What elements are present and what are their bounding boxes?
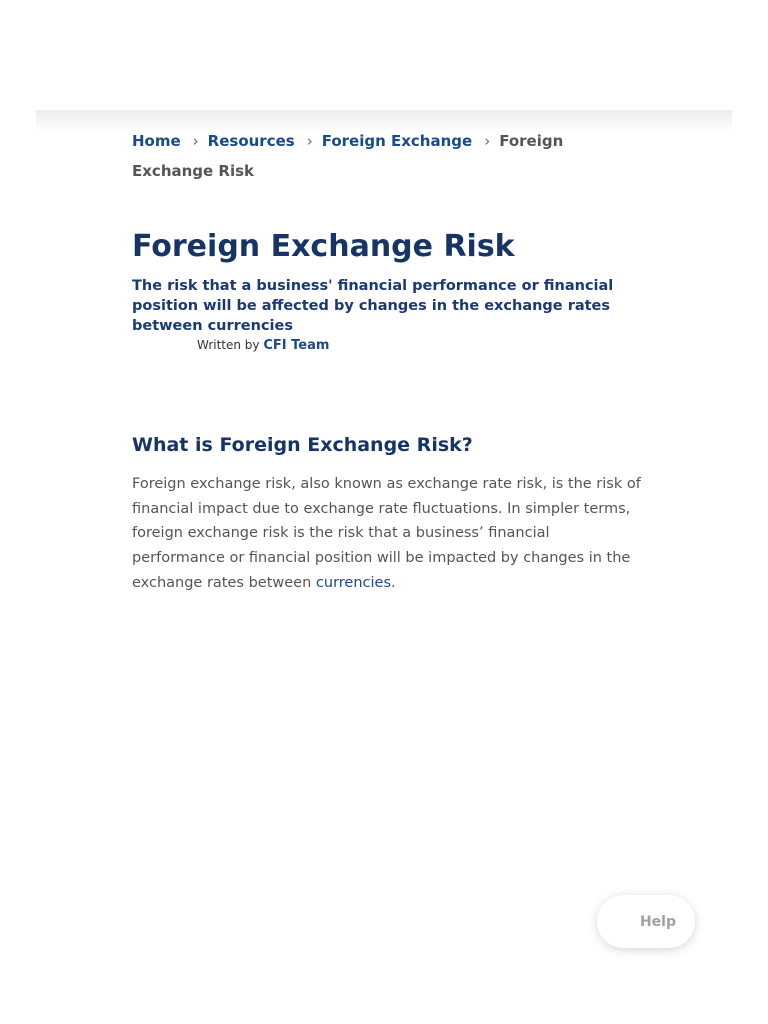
article-subtitle: The risk that a business' financial performance or financial position will be affected by changes in the exchange rates between currencies bbox=[132, 278, 614, 334]
breadcrumb-separator: › bbox=[192, 132, 199, 150]
breadcrumb-link-resources[interactable]: Resources bbox=[207, 132, 295, 150]
breadcrumb-separator: › bbox=[306, 132, 313, 150]
breadcrumb-link-home[interactable]: Home bbox=[132, 132, 181, 150]
section-paragraph bbox=[132, 472, 642, 596]
breadcrumb-separator: › bbox=[484, 132, 491, 150]
help-button[interactable] bbox=[597, 895, 695, 948]
article-content bbox=[132, 126, 642, 591]
paragraph-text: Foreign exchange risk, also known as exchange rate risk, is the risk of financial impact due to exchange rate fluctuations. In simpler terms, foreign exchange risk is the risk that a business’ financial performance or financial position will be impacted by changes in the exchange rates between bbox=[132, 476, 641, 591]
top-header-area bbox=[0, 0, 768, 110]
byline-prefix: Written by bbox=[197, 338, 260, 352]
paragraph-end: . bbox=[391, 574, 396, 591]
help-label: Help bbox=[639, 913, 676, 930]
breadcrumb-link-foreign-exchange[interactable]: Foreign Exchange bbox=[321, 132, 473, 150]
currencies-link[interactable]: currencies bbox=[315, 574, 392, 591]
page-title: Foreign Exchange Risk bbox=[132, 229, 515, 264]
section-heading: What is Foreign Exchange Risk? bbox=[132, 434, 473, 456]
author-link[interactable]: CFI Team bbox=[263, 338, 330, 353]
byline bbox=[197, 338, 329, 353]
breadcrumb bbox=[132, 126, 642, 186]
breadcrumb-current: Foreign Exchange Risk bbox=[132, 132, 564, 180]
